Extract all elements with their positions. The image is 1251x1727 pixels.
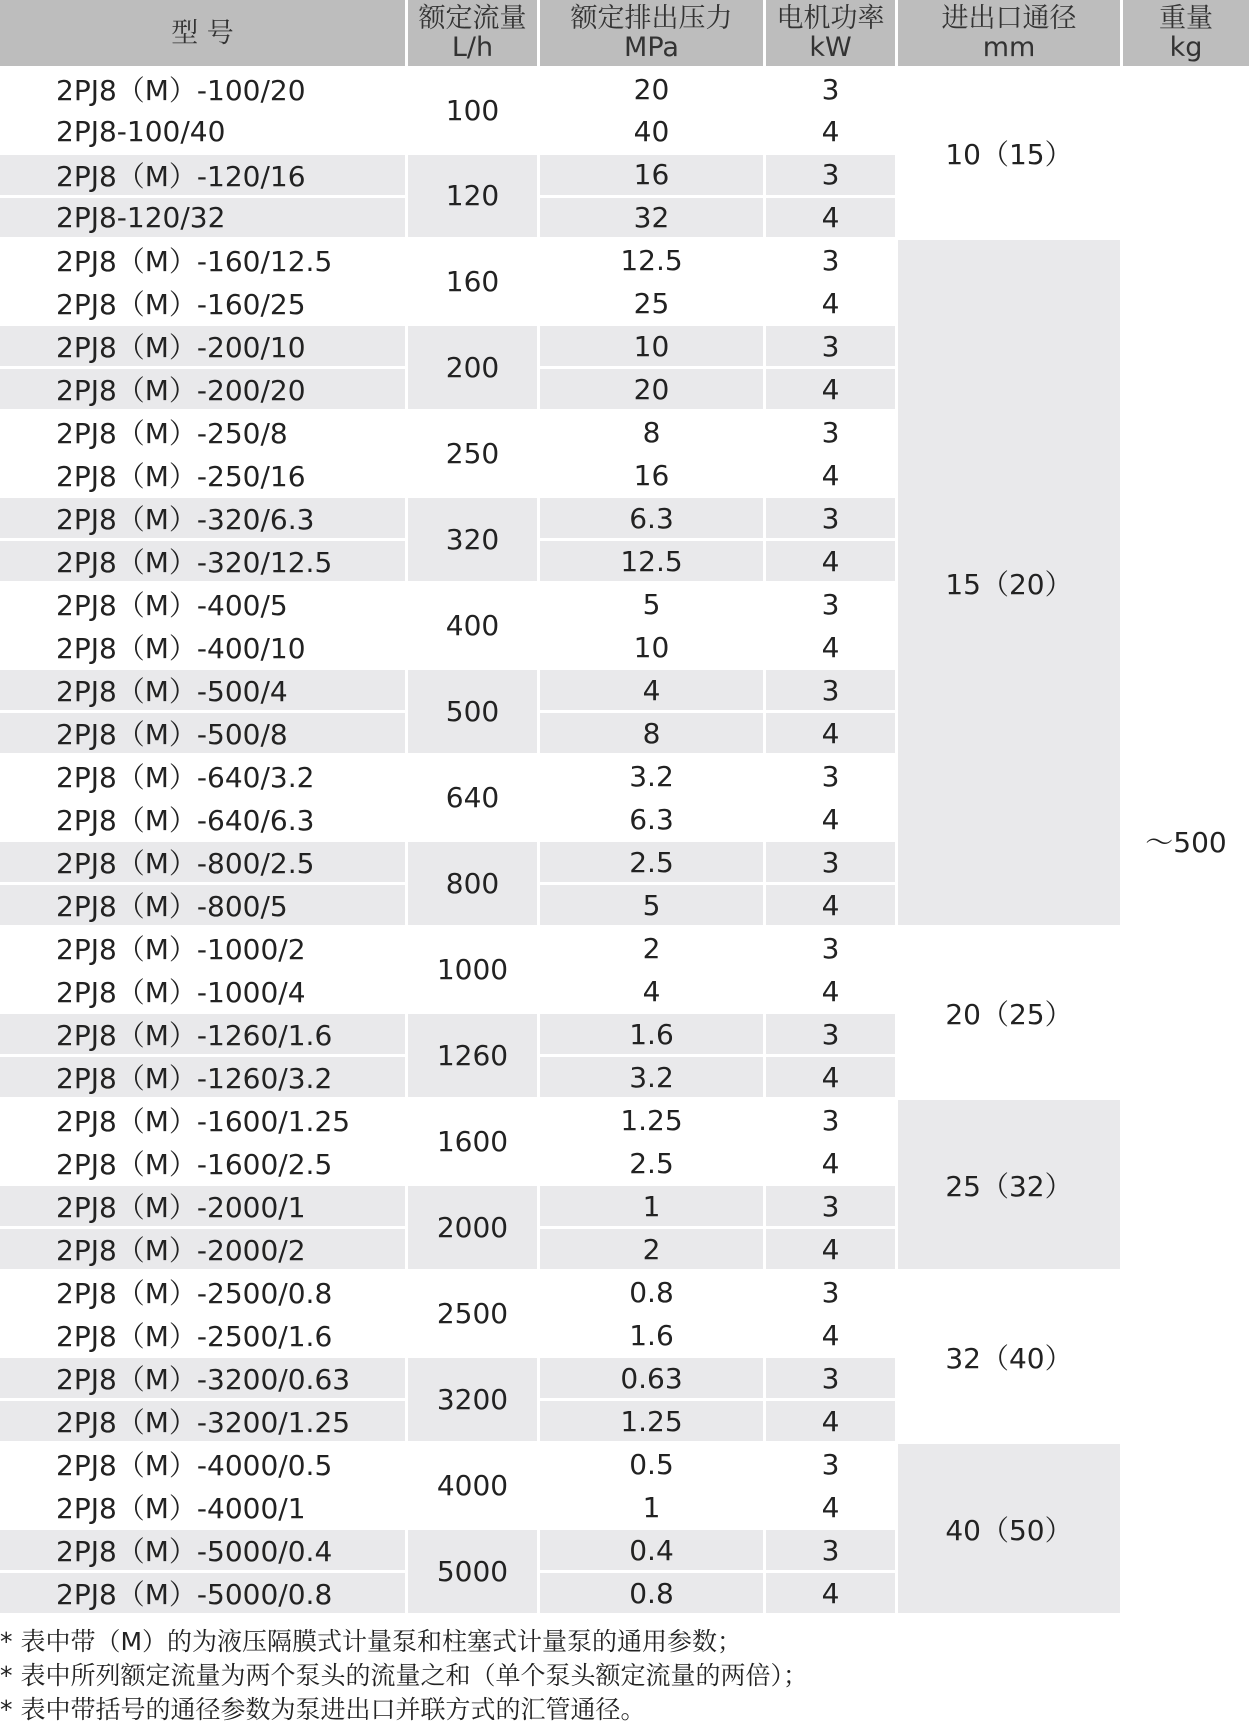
model-cell: 2PJ8-100/40 — [0, 112, 405, 152]
flow-cell: 640 — [408, 756, 537, 839]
pressure-cell: 2 — [540, 928, 763, 968]
port-cell: 20（25） — [898, 928, 1120, 1097]
header-weight-label: 重量 — [1159, 3, 1213, 34]
pressure-cell: 1 — [540, 1487, 763, 1527]
pressure-cell: 1 — [540, 1186, 763, 1226]
flow-cell: 160 — [408, 240, 537, 323]
power-cell: 3 — [766, 1272, 895, 1312]
pressure-cell: 0.8 — [540, 1573, 763, 1613]
model-cell: 2PJ8（M）-400/5 — [0, 584, 405, 624]
model-cell: 2PJ8（M）-2000/2 — [0, 1229, 405, 1269]
power-cell: 4 — [766, 541, 895, 581]
port-cell: 10（15） — [898, 69, 1120, 237]
footnotes — [0, 1625, 1251, 1727]
header-pressure-unit: MPa — [624, 32, 679, 63]
flow-cell: 120 — [408, 155, 537, 238]
power-cell: 4 — [766, 1573, 895, 1613]
footnote: * 表中所列额定流量为两个泵头的流量之和（单个泵头额定流量的两倍）； — [0, 1661, 808, 1690]
flow-cell: 200 — [408, 326, 537, 409]
port-cell: 25（32） — [898, 1100, 1120, 1269]
pressure-cell: 2.5 — [540, 842, 763, 882]
model-cell: 2PJ8（M）-250/8 — [0, 412, 405, 452]
pressure-cell: 3.2 — [540, 756, 763, 796]
pressure-cell: 5 — [540, 584, 763, 624]
model-cell: 2PJ8（M）-1600/1.25 — [0, 1100, 405, 1140]
model-cell: 2PJ8（M）-1260/3.2 — [0, 1057, 405, 1097]
model-cell: 2PJ8（M）-3200/0.63 — [0, 1358, 405, 1398]
footnote: * 表中带（M）的为液压隔膜式计量泵和柱塞式计量泵的通用参数； — [0, 1627, 743, 1656]
model-cell: 2PJ8（M）-400/10 — [0, 627, 405, 667]
port-cell: 32（40） — [898, 1272, 1120, 1441]
table-row — [0, 69, 1249, 109]
pressure-cell: 6.3 — [540, 799, 763, 839]
model-cell: 2PJ8（M）-200/10 — [0, 326, 405, 366]
pressure-cell: 3.2 — [540, 1057, 763, 1097]
power-cell: 3 — [766, 326, 895, 366]
power-cell: 3 — [766, 498, 895, 538]
pressure-cell: 20 — [540, 69, 763, 109]
header-power — [766, 0, 895, 66]
flow-cell: 3200 — [408, 1358, 537, 1441]
power-cell: 4 — [766, 112, 895, 152]
power-cell: 4 — [766, 627, 895, 667]
power-cell: 3 — [766, 1100, 895, 1140]
flow-cell: 4000 — [408, 1444, 537, 1527]
header-model — [0, 0, 405, 66]
pressure-cell: 8 — [540, 412, 763, 452]
pressure-cell: 10 — [540, 326, 763, 366]
flow-cell: 1260 — [408, 1014, 537, 1097]
pressure-cell: 4 — [540, 971, 763, 1011]
power-cell: 3 — [766, 69, 895, 109]
power-cell: 3 — [766, 928, 895, 968]
model-cell: 2PJ8（M）-1000/2 — [0, 928, 405, 968]
header-pressure-label: 额定排出压力 — [570, 3, 733, 34]
power-cell: 3 — [766, 1014, 895, 1054]
pressure-cell: 1.6 — [540, 1014, 763, 1054]
power-cell: 4 — [766, 1401, 895, 1441]
model-cell: 2PJ8-120/32 — [0, 198, 405, 238]
flow-cell: 1000 — [408, 928, 537, 1011]
flow-cell: 800 — [408, 842, 537, 925]
flow-cell: 100 — [408, 69, 537, 152]
pressure-cell: 0.5 — [540, 1444, 763, 1484]
power-cell: 3 — [766, 155, 895, 195]
power-cell: 4 — [766, 1487, 895, 1527]
header-weight — [1123, 0, 1249, 66]
flow-cell: 250 — [408, 412, 537, 495]
pressure-cell: 1.25 — [540, 1100, 763, 1140]
flow-cell: 2500 — [408, 1272, 537, 1355]
model-cell: 2PJ8（M）-640/6.3 — [0, 799, 405, 839]
power-cell: 3 — [766, 842, 895, 882]
pressure-cell: 16 — [540, 155, 763, 195]
power-cell: 4 — [766, 799, 895, 839]
model-cell: 2PJ8（M）-4000/0.5 — [0, 1444, 405, 1484]
pressure-cell: 2 — [540, 1229, 763, 1269]
header-flow-label: 额定流量 — [418, 3, 527, 34]
power-cell: 3 — [766, 1530, 895, 1570]
pressure-cell: 16 — [540, 455, 763, 495]
flow-cell: 500 — [408, 670, 537, 753]
pressure-cell: 25 — [540, 283, 763, 323]
flow-cell: 2000 — [408, 1186, 537, 1269]
pressure-cell: 1.25 — [540, 1401, 763, 1441]
power-cell: 4 — [766, 971, 895, 1011]
pressure-cell: 5 — [540, 885, 763, 925]
power-cell: 3 — [766, 1358, 895, 1398]
pressure-cell: 32 — [540, 198, 763, 238]
header-port-unit: mm — [982, 32, 1036, 63]
port-cell: 15（20） — [898, 240, 1120, 925]
model-cell: 2PJ8（M）-320/12.5 — [0, 541, 405, 581]
pressure-cell: 12.5 — [540, 541, 763, 581]
table-row — [0, 240, 1249, 280]
power-cell: 3 — [766, 584, 895, 624]
port-cell: 40（50） — [898, 1444, 1120, 1613]
model-cell: 2PJ8（M）-1260/1.6 — [0, 1014, 405, 1054]
header-weight-unit: kg — [1169, 32, 1203, 63]
pressure-cell: 0.4 — [540, 1530, 763, 1570]
header-port-label: 进出口通径 — [941, 3, 1077, 34]
header-pressure — [540, 0, 763, 66]
model-cell: 2PJ8（M）-5000/0.4 — [0, 1530, 405, 1570]
pressure-cell: 40 — [540, 112, 763, 152]
model-cell: 2PJ8（M）-3200/1.25 — [0, 1401, 405, 1441]
power-cell: 3 — [766, 412, 895, 452]
power-cell: 4 — [766, 713, 895, 753]
model-cell: 2PJ8（M）-1000/4 — [0, 971, 405, 1011]
power-cell: 4 — [766, 283, 895, 323]
pressure-cell: 8 — [540, 713, 763, 753]
model-cell: 2PJ8（M）-5000/0.8 — [0, 1573, 405, 1613]
pressure-cell: 0.63 — [540, 1358, 763, 1398]
weight-cell: ～500 — [1123, 69, 1249, 1613]
pressure-cell: 1.6 — [540, 1315, 763, 1355]
model-cell: 2PJ8（M）-200/20 — [0, 369, 405, 409]
pressure-cell: 6.3 — [540, 498, 763, 538]
model-cell: 2PJ8（M）-320/6.3 — [0, 498, 405, 538]
table-row — [0, 1444, 1249, 1484]
pressure-cell: 0.8 — [540, 1272, 763, 1312]
model-cell: 2PJ8（M）-500/4 — [0, 670, 405, 710]
power-cell: 4 — [766, 455, 895, 495]
model-cell: 2PJ8（M）-4000/1 — [0, 1487, 405, 1527]
model-cell: 2PJ8（M）-250/16 — [0, 455, 405, 495]
pressure-cell: 10 — [540, 627, 763, 667]
model-cell: 2PJ8（M）-160/12.5 — [0, 240, 405, 280]
power-cell: 4 — [766, 369, 895, 409]
table-body — [0, 69, 1249, 1613]
header-power-label: 电机功率 — [776, 3, 885, 34]
header-flow-unit: L/h — [451, 32, 494, 63]
power-cell: 3 — [766, 1444, 895, 1484]
header-port — [898, 0, 1120, 66]
table-row — [0, 928, 1249, 968]
model-cell: 2PJ8（M）-800/5 — [0, 885, 405, 925]
header-model-label: 型 号 — [171, 17, 234, 49]
footnote: * 表中带括号的通径参数为泵进出口并联方式的汇管通径。 — [0, 1695, 646, 1724]
power-cell: 4 — [766, 1143, 895, 1183]
pressure-cell: 2.5 — [540, 1143, 763, 1183]
flow-cell: 5000 — [408, 1530, 537, 1613]
power-cell: 3 — [766, 1186, 895, 1226]
power-cell: 3 — [766, 240, 895, 280]
model-cell: 2PJ8（M）-100/20 — [0, 69, 405, 109]
model-cell: 2PJ8（M）-2000/1 — [0, 1186, 405, 1226]
header-power-unit: kW — [809, 32, 852, 63]
model-cell: 2PJ8（M）-500/8 — [0, 713, 405, 753]
model-cell: 2PJ8（M）-640/3.2 — [0, 756, 405, 796]
table-header — [0, 0, 1249, 66]
model-cell: 2PJ8（M）-160/25 — [0, 283, 405, 323]
model-cell: 2PJ8（M）-1600/2.5 — [0, 1143, 405, 1183]
model-cell: 2PJ8（M）-800/2.5 — [0, 842, 405, 882]
model-cell: 2PJ8（M）-2500/1.6 — [0, 1315, 405, 1355]
pressure-cell: 20 — [540, 369, 763, 409]
flow-cell: 320 — [408, 498, 537, 581]
pressure-cell: 12.5 — [540, 240, 763, 280]
power-cell: 4 — [766, 1315, 895, 1355]
table-row — [0, 1100, 1249, 1140]
power-cell: 4 — [766, 885, 895, 925]
model-cell: 2PJ8（M）-120/16 — [0, 155, 405, 195]
header-flow — [408, 0, 537, 66]
power-cell: 4 — [766, 1229, 895, 1269]
power-cell: 3 — [766, 756, 895, 796]
power-cell: 4 — [766, 198, 895, 238]
power-cell: 4 — [766, 1057, 895, 1097]
power-cell: 3 — [766, 670, 895, 710]
pressure-cell: 4 — [540, 670, 763, 710]
table-row — [0, 1272, 1249, 1312]
model-cell: 2PJ8（M）-2500/0.8 — [0, 1272, 405, 1312]
flow-cell: 400 — [408, 584, 537, 667]
flow-cell: 1600 — [408, 1100, 537, 1183]
